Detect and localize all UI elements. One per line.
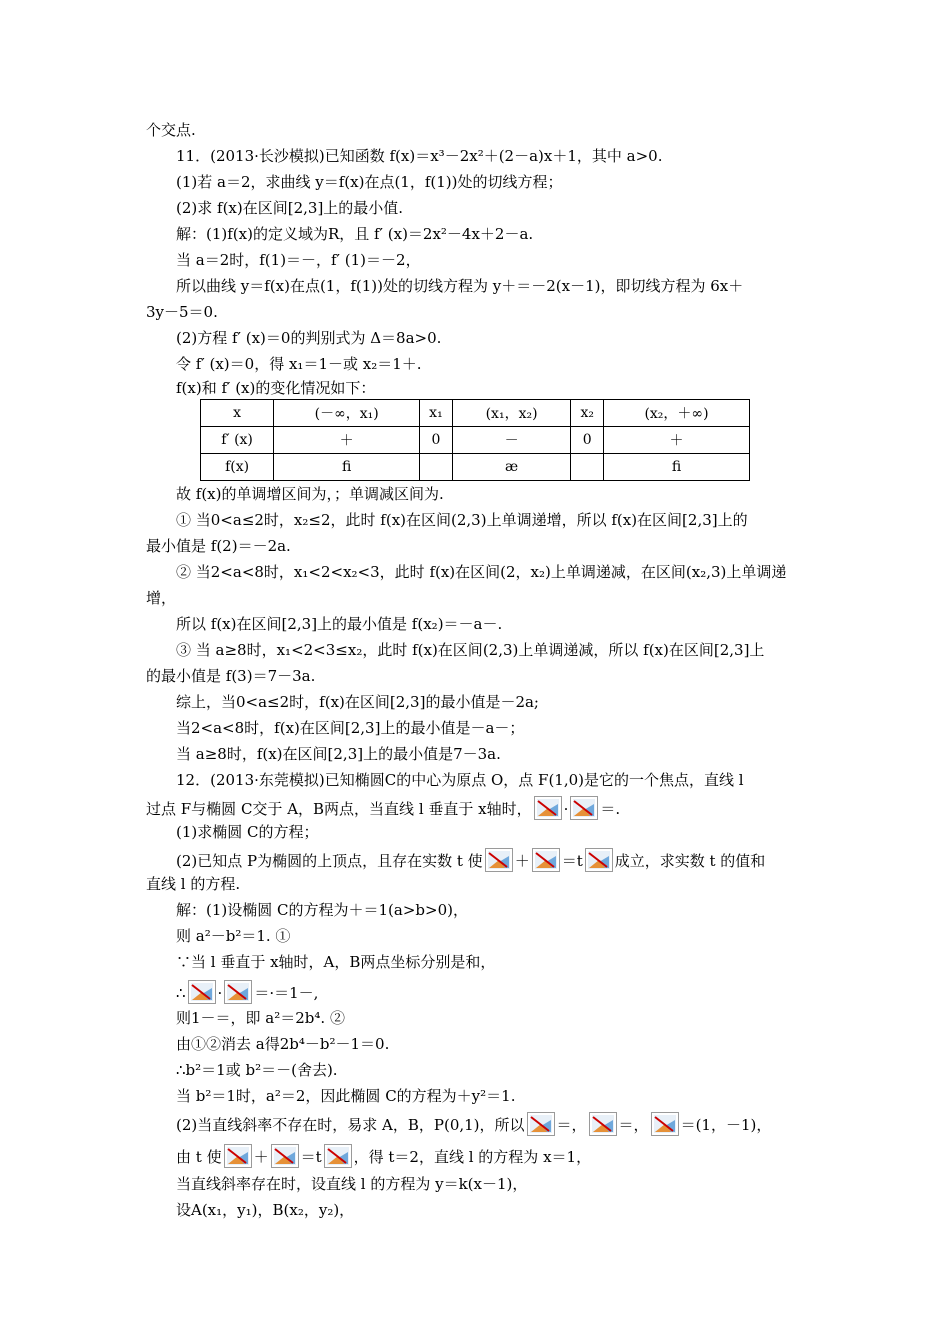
text-line: 增， — [146, 589, 177, 607]
text-line: (1)求椭圆 C的方程； — [176, 823, 319, 841]
table-cell: － — [452, 427, 571, 454]
text-line: ② 当2<a<8时，x₁<2<x₂<3，此时 f(x)在区间(2，x₂)上单调递减，在区间(x₂,3)上单调递 — [176, 563, 787, 581]
table-cell: ﬁ — [274, 454, 420, 481]
text-segment: ＋ — [514, 852, 530, 870]
text-line — [176, 848, 765, 872]
text-line: (2)求 f(x)在区间[2,3]上的最小值. — [176, 199, 404, 217]
text-segment: ＝t — [561, 852, 583, 870]
text-line: 直线 l 的方程. — [146, 875, 241, 893]
text-line: 所以曲线 y＝f(x)在点(1，f(1))处的切线方程为 y＋＝－2(x－1)，即切线方程为 6x＋ — [176, 277, 744, 295]
text-line: f(x)和 f′ (x)的变化情况如下： — [176, 379, 376, 397]
vector-image-icon — [589, 1112, 617, 1136]
vector-image-icon — [271, 1144, 299, 1168]
text-line: 则 a²－b²＝1. ① — [176, 927, 291, 945]
text-segment: ＝t — [300, 1148, 322, 1166]
table-cell: 0 — [420, 427, 453, 454]
vector-image-icon — [224, 1144, 252, 1168]
table-cell: (－∞，x₁) — [274, 400, 420, 427]
table-cell: x₁ — [420, 400, 453, 427]
text-line: (2)方程 f′ (x)＝0的判别式为 Δ＝8a>0. — [176, 329, 442, 347]
table-cell: x — [201, 400, 274, 427]
table-cell: f(x) — [201, 454, 274, 481]
table-cell: ＋ — [274, 427, 420, 454]
text-line: 由①②消去 a得2b⁴－b²－1＝0. — [176, 1035, 390, 1053]
table-cell — [571, 454, 604, 481]
text-line: 故 f(x)的单调增区间为，；单调减区间为. — [176, 485, 444, 503]
problem-11-title: 11．(2013·长沙模拟)已知函数 f(x)＝x³－2x²＋(2－a)x＋1，其中 a>0. — [176, 147, 663, 165]
table-cell: 0 — [571, 427, 604, 454]
table-cell: f′ (x) — [201, 427, 274, 454]
text-segment: ，得 t＝2，直线 l 的方程为 x＝1， — [353, 1148, 592, 1166]
vector-image-icon — [651, 1112, 679, 1136]
table-row — [201, 454, 750, 481]
table-cell: ＋ — [603, 427, 749, 454]
text-segment: ＝， — [618, 1116, 649, 1134]
text-segment: ∴ — [176, 984, 186, 1002]
vector-image-icon — [585, 848, 613, 872]
text-line: 综上，当0<a≤2时，f(x)在区间[2,3]的最小值是－2a; — [176, 693, 539, 711]
table-row — [201, 400, 750, 427]
text-line: 3y－5＝0. — [146, 303, 218, 321]
variation-table — [200, 399, 750, 481]
text-line: ∴b²＝1或 b²＝－(舍去). — [176, 1061, 338, 1079]
text-line — [176, 980, 318, 1004]
text-segment: ＝， — [556, 1116, 587, 1134]
text-segment: 过点 F与椭圆 C交于 A，B两点，当直线 l 垂直于 x轴时， — [146, 800, 532, 818]
text-line — [176, 1112, 771, 1136]
text-line: 解：(1)设椭圆 C的方程为＋＝1(a>b>0)， — [176, 901, 468, 919]
text-line: ① 当0<a≤2时，x₂≤2，此时 f(x)在区间(2,3)上单调递增，所以 f(x)在区间[2,3]上的 — [176, 511, 748, 529]
text-line — [146, 796, 620, 820]
text-line: 当 a≥8时，f(x)在区间[2,3]上的最小值是7－3a. — [176, 745, 501, 763]
text-segment: (2)当直线斜率不存在时，易求 A，B，P(0,1)，所以 — [176, 1116, 525, 1134]
text-segment: ＝. — [600, 800, 621, 818]
text-line: 则1－＝，即 a²＝2b⁴. ② — [176, 1009, 345, 1027]
table-cell — [420, 454, 453, 481]
text-line: 当2<a<8时，f(x)在区间[2,3]上的最小值是－a－； — [176, 719, 525, 737]
text-line: 所以 f(x)在区间[2,3]上的最小值是 f(x₂)＝－a－. — [176, 615, 503, 633]
text-segment: ＋ — [253, 1148, 269, 1166]
problem-12-title: 12．(2013·东莞模拟)已知椭圆C的中心为原点 O，点 F(1,0)是它的一个焦点，直线 l — [176, 771, 744, 789]
text-line: 当 b²＝1时，a²＝2，因此椭圆 C的方程为＋y²＝1. — [176, 1087, 516, 1105]
table-row — [201, 427, 750, 454]
text-line: 的最小值是 f(3)＝7－3a. — [146, 667, 316, 685]
text-segment: ＝·＝1－, — [254, 984, 319, 1002]
text-line: 最小值是 f(2)＝－2a. — [146, 537, 291, 555]
vector-image-icon — [324, 1144, 352, 1168]
table-cell: x₂ — [571, 400, 604, 427]
table-cell: (x₁，x₂) — [452, 400, 571, 427]
vector-image-icon — [188, 980, 216, 1004]
text-line: 当直线斜率存在时，设直线 l 的方程为 y＝k(x－1)， — [176, 1175, 528, 1193]
vector-image-icon — [527, 1112, 555, 1136]
table-cell: ﬁ — [603, 454, 749, 481]
text-line: (1)若 a＝2，求曲线 y＝f(x)在点(1，f(1))处的切线方程； — [176, 173, 563, 191]
text-line — [176, 1144, 591, 1168]
table-cell: (x₂，＋∞) — [603, 400, 749, 427]
text-segment: ＝(1，－1)， — [680, 1116, 772, 1134]
vector-image-icon — [534, 796, 562, 820]
text-line: 设A(x₁，y₁)，B(x₂，y₂)， — [176, 1201, 355, 1219]
vector-image-icon — [532, 848, 560, 872]
vector-image-icon — [570, 796, 598, 820]
text-line: 令 f′ (x)＝0，得 x₁＝1－或 x₂＝1＋. — [176, 355, 422, 373]
text-segment: (2)已知点 P为椭圆的上顶点，且存在实数 t 使 — [176, 852, 483, 870]
text-line: ∵当 l 垂直于 x轴时，A，B两点坐标分别是和， — [176, 953, 496, 971]
text-segment: 成立，求实数 t 的值和 — [614, 852, 766, 870]
text-line: 解：(1)f(x)的定义域为R，且 f′ (x)＝2x²－4x＋2－a. — [176, 225, 534, 243]
text-line: ③ 当 a≥8时，x₁<2<3≤x₂，此时 f(x)在区间(2,3)上单调递减，所以 f(x)在区间[2,3]上 — [176, 641, 765, 659]
text-line: 个交点. — [146, 121, 196, 139]
vector-image-icon — [224, 980, 252, 1004]
text-segment: · — [217, 984, 223, 1002]
text-segment: · — [563, 800, 569, 818]
text-segment: 由 t 使 — [176, 1148, 222, 1166]
text-line: 当 a＝2时，f(1)＝－，f′ (1)＝－2， — [176, 251, 421, 269]
vector-image-icon — [485, 848, 513, 872]
table-cell: æ — [452, 454, 571, 481]
